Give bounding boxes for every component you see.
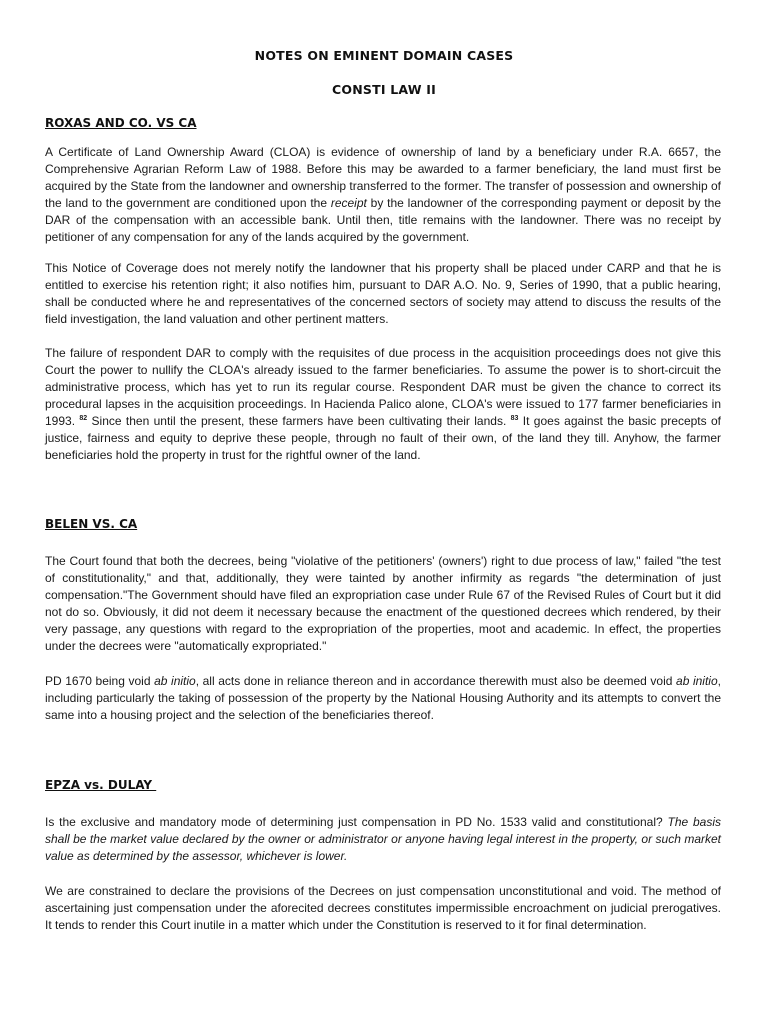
text-run: Since then until the present, these farmers have been cultivating their lands. bbox=[87, 414, 507, 428]
emphasis-basis: The basis shall be the market value declared by the owner or administrator or anyone having legal interest in the property, or such market value as determined by the assessor, whichever is lower. bbox=[45, 815, 721, 863]
text-run: by the landowner of the corresponding payment or deposit by the DAR of the compensation with an accessible bank. Until then, title remains with the landowner. There was no receipt by petitioner of any compensation for any of the lands acquired by the government. bbox=[45, 196, 721, 244]
roxas-paragraph-1 bbox=[45, 144, 721, 246]
roxas-paragraph-2: This Notice of Coverage does not merely notify the landowner that his property shall be placed under CARP and that he is entitled to exercise his retention right; it also notifies him, pursuant to DAR A.O. No. 9, Series of 1990, that a public hearing, shall be conducted where he and representatives of the concerned sectors of society may attend to discuss the results of the field investigation, the land valuation and other pertinent matters. bbox=[45, 261, 721, 326]
footnote-marker: 82 bbox=[79, 415, 88, 422]
text-run: Is the exclusive and mandatory mode of determining just compensation in PD No. 1533 valid and constitutional? bbox=[45, 815, 668, 829]
belen-paragraph-2 bbox=[45, 673, 721, 724]
text-run: It goes against the basic precepts of justice, fairness and equity to deprive these people, through no fault of their own, of the land they till. Anyhow, the farmer beneficiaries hold the property in trust for the rightful owner of the land. bbox=[45, 414, 721, 462]
emphasis-ab-initio: ab initio bbox=[154, 674, 196, 688]
text-run: The failure of respondent DAR to comply with the requisites of due process in the acquisition proceedings does not give this Court the power to nullify the CLOA's already issued to the farmer beneficiaries. To assume the power is to short-circuit the administrative process, which has yet to run its regular course. Respondent DAR must be given the chance to correct its procedural lapses in the acquisition proceedings. In Hacienda Palico alone, CLOA's were issued to 177 farmer beneficiaries in 1993. bbox=[45, 346, 721, 428]
epza-paragraph-2: We are constrained to declare the provisions of the Decrees on just compensation unconstitutional and void. The method of ascertaining just compensation under the aforecited decrees constitutes impermissible encroachment on judicial prerogatives. It tends to render this Court inutile in a matter which under the Constitution is reserved to it for final determination. bbox=[45, 884, 721, 932]
epza-paragraph-1 bbox=[45, 814, 721, 865]
case-heading-epza: EPZA vs. DULAY bbox=[45, 778, 157, 792]
case-heading-belen: BELEN VS. CA bbox=[45, 517, 138, 531]
roxas-paragraph-3 bbox=[45, 345, 721, 464]
text-run: A Certificate of Land Ownership Award (CLOA) is evidence of ownership of land by a beneficiary under R.A. 6657, the Comprehensive Agrarian Reform Law of 1988. Before this may be awarded to a farmer beneficiary, the land must first be acquired by the State from the landowner and ownership transferred to the former. The transfer of possession and ownership of the land to the government are conditioned upon the bbox=[45, 145, 721, 210]
document-subtitle: CONSTI LAW II bbox=[332, 82, 436, 97]
case-heading-roxas: ROXAS AND CO. VS CA bbox=[45, 116, 197, 130]
document-title: NOTES ON EMINENT DOMAIN CASES bbox=[254, 48, 514, 63]
emphasis-ab-initio: ab initio bbox=[676, 674, 718, 688]
footnote-marker: 83 bbox=[510, 415, 519, 422]
text-run: PD 1670 being void bbox=[45, 674, 155, 688]
emphasis-receipt: receipt bbox=[330, 196, 367, 210]
text-run: , including particularly the taking of possession of the property by the National Housing Authority and its attempts to convert the same into a housing project and the selection of the beneficiaries thereof. bbox=[45, 674, 721, 722]
belen-paragraph-1: The Court found that both the decrees, being "violative of the petitioners' (owners') right to due process of law," failed "the test of constitutionality," and that, additionally, they were tainted by another infirmity as regards "the determination of just compensation."The Government should have filed an expropriation case under Rule 67 of the Revised Rules of Court but it did not do so. Obviously, it did not deem it necessary because the enactment of the questioned decrees which rendered, by their very passage, any questions with regard to the expropriation of the properties, moot and academic. In effect, the properties under the decrees were "automatically expropriated." bbox=[45, 554, 721, 653]
text-run: , all acts done in reliance thereon and in accordance therewith must also be deemed void bbox=[195, 674, 677, 688]
